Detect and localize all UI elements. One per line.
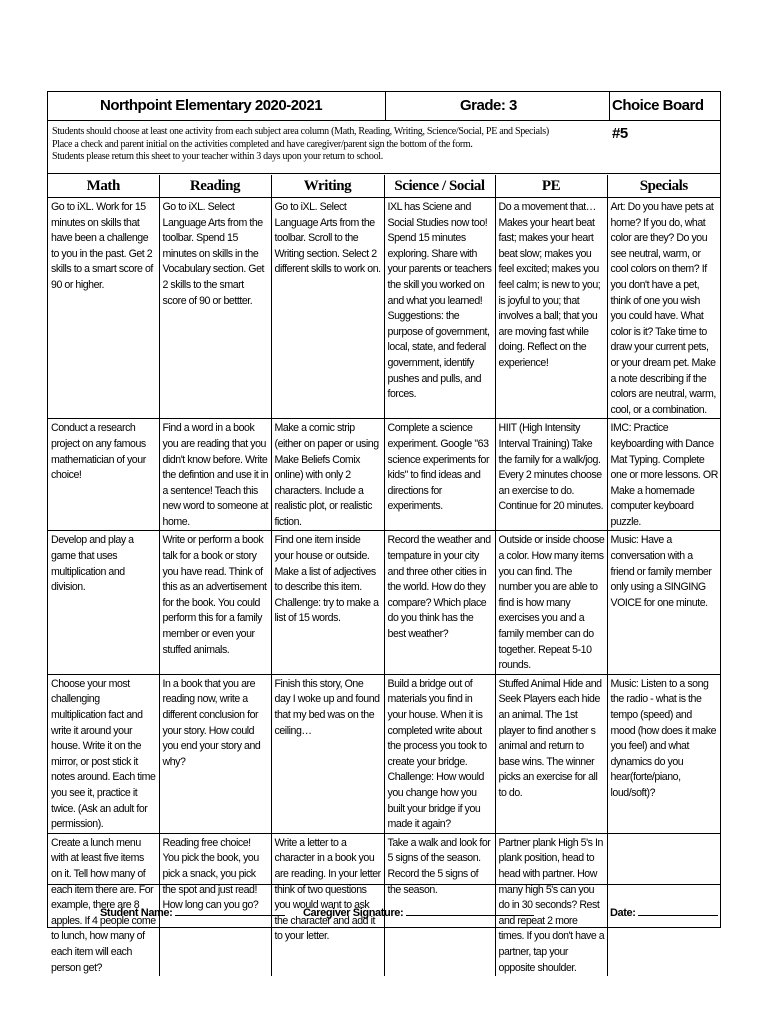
activity-cell[interactable]: Find one item inside your house or outside. Make a list of adjectives to describe this item. Challenge: try to make a list of 15 words.	[271, 531, 384, 674]
activity-cell[interactable]: Stuffed Animal Hide and Seek Players each hide an animal. The 1st player to find another s animal and return to base wins. The winner picks an exercise for all to do.	[495, 674, 607, 833]
instruction-line: Students please return this sheet to your teacher within 3 days upon your return to school.	[52, 151, 383, 162]
instruction-line: Students should choose at least one activity from each subject area column (Math, Reading, Writing, Science/Social, PE and Specials)	[52, 126, 549, 137]
date-line[interactable]	[638, 905, 718, 916]
activity-cell[interactable]: Conduct a research project on any famous mathematician of your choice!	[48, 419, 159, 531]
student-name-label: Student Name:	[100, 907, 173, 919]
activity-cell[interactable]: Record the weather and tempature in your city and three other cities in the world. How do they compare? Which place do you think has the best weather?	[384, 531, 495, 674]
activity-cell[interactable]: Music: Listen to a song the radio - what is the tempo (speed) and mood (how does it make you feel) and what dynamics do you hear(forte/piano, loud/soft)?	[607, 674, 720, 833]
activity-row	[48, 674, 720, 833]
activity-grid	[48, 175, 720, 976]
activity-cell[interactable]: Make a comic strip (either on paper or using Make Beliefs Comix online) with only 2 characters. Include a realistic plot, or realistic fiction.	[271, 419, 384, 531]
activity-cell[interactable]: Take a walk and look for 5 signs of the season. Record the 5 signs of the season.	[384, 833, 495, 976]
column-header-math: Math	[48, 175, 159, 198]
choice-board-sheet	[47, 91, 721, 974]
instructions	[48, 121, 720, 174]
student-name-field[interactable]	[100, 905, 285, 919]
activity-cell[interactable]: Complete a science experiment. Google "63 science experiments for kids" to find ideas and directions for experiments.	[384, 419, 495, 531]
column-header-writing: Writing	[271, 175, 384, 198]
activity-cell[interactable]: Choose your most challenging multiplication fact and write it around your house. Write it on the mirror, or post stick it notes around. Each time you see it, practice it twice. (Ask an adult for permission).	[48, 674, 159, 833]
student-name-line[interactable]	[175, 905, 285, 916]
activity-cell[interactable]: IMC: Practice keyboarding with Dance Mat Typing. Complete one or more lessons. OR Make a homemade computer keyboard puzzle.	[607, 419, 720, 531]
grade-label: Grade: 3	[460, 97, 517, 114]
activity-cell[interactable]: Find a word in a book you are reading that you didn't know before. Write the defintion and use it in a sentence! Teach this new word to someone at home.	[159, 419, 271, 531]
activity-cell[interactable]: Create a lunch menu with at least five items on it. Tell how many of each item there are. For example, there are 8 apples. If 4 people come to lunch, how many of each item will each person get?	[48, 833, 159, 976]
signature-row	[48, 884, 720, 929]
activity-row	[48, 198, 720, 419]
activity-cell[interactable]: Go to iXL. Work for 15 minutes on skills that have been a challenge to you in the past. Get 2 skills to a smart score of 90 or higher.	[48, 198, 159, 419]
caregiver-signature-line[interactable]	[406, 905, 534, 916]
activity-cell[interactable]: Do a movement that… Makes your heart beat fast; makes your heart beat slow; makes you feel excited; makes you feel calm; is new to you; is joyful to you; that involves a ball; that you are moving fast while doing. Reflect on the experience!	[495, 198, 607, 419]
activity-cell[interactable]: Write or perform a book talk for a book or story you have read. Think of this as an advertisement for the book. You could perform this for a family member or even your stuffed animals.	[159, 531, 271, 674]
activity-cell[interactable]: Outside or inside choose a color. How many items you can find. The number you are able to find is how many exercises you and a family member can do together. Repeat 5-10 rounds.	[495, 531, 607, 674]
activity-cell[interactable]: Reading free choice! You pick the book, you pick a snack, you pick the spot and just read! How long can you go?	[159, 833, 271, 976]
column-header-reading: Reading	[159, 175, 271, 198]
date-field[interactable]	[610, 905, 718, 919]
column-header-specials: Specials	[607, 175, 720, 198]
header-divider	[385, 92, 386, 120]
column-header-row	[48, 175, 720, 198]
school-title: Northpoint Elementary 2020-2021	[100, 97, 323, 114]
activity-row	[48, 419, 720, 531]
activity-cell[interactable]: HIIT (High Intensity Interval Training) Take the family for a walk/jog. Every 2 minutes choose an exercise to do. Continue for 20 minutes.	[495, 419, 607, 531]
board-title: Choice Board #5	[612, 97, 704, 142]
activity-cell[interactable]: In a book that you are reading now, write a different conclusion for your story. How could you end your story and why?	[159, 674, 271, 833]
header-divider	[609, 92, 610, 120]
column-header-pe: PE	[495, 175, 607, 198]
activity-cell[interactable]: Partner plank High 5's In plank position, head to head with partner. How many high 5's can you do in 30 seconds? Rest and repeat 2 more times. If you don't have a partner, tap your opposite shoulder.	[495, 833, 607, 976]
activity-cell[interactable]: Finish this story, One day I woke up and found that my bed was on the ceiling…	[271, 674, 384, 833]
activity-cell[interactable]: Music: Have a conversation with a friend or family member only using a SINGING VOICE for one minute.	[607, 531, 720, 674]
column-header-science-social: Science / Social	[384, 175, 495, 198]
activity-cell[interactable]: Go to iXL. Select Language Arts from the toolbar. Spend 15 minutes on skills in the Vocabulary section. Get 2 skills to the smart score of 90 or bettter.	[159, 198, 271, 419]
date-label: Date:	[610, 907, 636, 919]
activity-cell[interactable]: Build a bridge out of materials you find in your house. When it is completed write about the process you took to create your bridge. Challenge: How would you change how you built your bridge if you made it again?	[384, 674, 495, 833]
instruction-line: Place a check and parent initial on the activities completed and have caregiver/parent sign the bottom of the form.	[52, 138, 473, 150]
activity-row	[48, 531, 720, 674]
activity-cell[interactable]: Develop and play a game that uses multiplication and division.	[48, 531, 159, 674]
caregiver-signature-label: Caregiver Signature:	[303, 907, 404, 919]
caregiver-signature-field[interactable]	[303, 905, 534, 919]
activity-cell[interactable]: Write a letter to a character in a book you are reading. In your letter think of two questions you would want to ask the character and add it to your letter.	[271, 833, 384, 976]
activity-cell[interactable]: Go to iXL. Select Language Arts from the toolbar. Scroll to the Writing section. Select 2 different skills to work on.	[271, 198, 384, 419]
activity-cell[interactable]: IXL has Sciene and Social Studies now too! Spend 15 minutes exploring. Share with your parents or teachers the skill you worked on and what you learned! Suggestions: the purpose of government, local, state, and federal government, identify pushes and pulls, and forces.	[384, 198, 495, 419]
activity-cell[interactable]: Art: Do you have pets at home? If you do, what color are they? Do you see neutral, warm, or cool colors on them? If you don't have a pet, think of one you wish you could have. What color is it? Take time to draw your current pets, or your dream pet. Make a note describing if the colors are neutral, warm, cool, or a combination.	[607, 198, 720, 419]
